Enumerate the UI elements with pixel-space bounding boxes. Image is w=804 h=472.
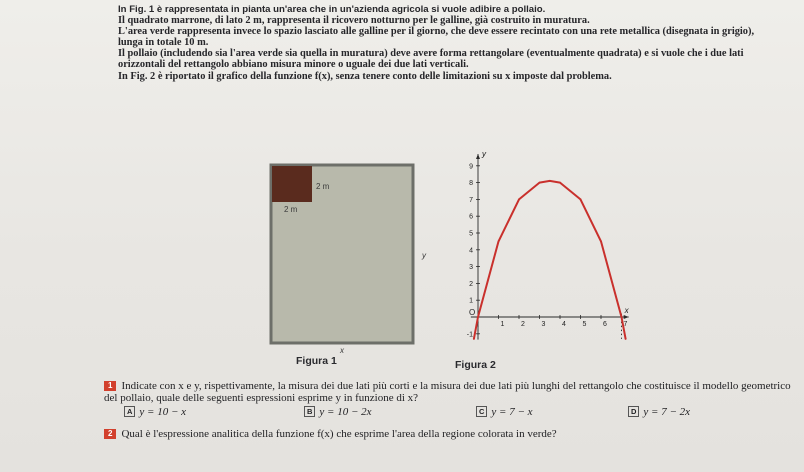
- figure-1-caption: Figura 1: [296, 355, 337, 367]
- y-tick-label: 9: [469, 163, 473, 171]
- intro-paragraph-2: L'area verde rappresenta invece lo spazio lasciato alle galline per il giorno, che deve essere recintato con una rete metallica (disegnata in grigio), lunga in totale 10 m.: [118, 26, 755, 49]
- function-curve: [474, 181, 626, 339]
- curve-point: [539, 182, 541, 184]
- label-x: x: [340, 346, 344, 355]
- curve-point: [498, 241, 500, 243]
- problem-statement: [118, 4, 778, 82]
- y-tick-label: 4: [469, 247, 473, 255]
- masonry-square: [272, 166, 312, 202]
- curve-point: [600, 241, 602, 243]
- x-tick-label: 6: [603, 321, 607, 328]
- figure-2-graph: [452, 140, 630, 362]
- curve-point: [477, 316, 479, 318]
- x-tick-label: 4: [562, 321, 566, 328]
- x-axis-arrow: [624, 315, 629, 319]
- curve-point: [518, 199, 520, 201]
- curve-point: [621, 316, 623, 318]
- question-2-number: 2: [104, 429, 116, 439]
- label-top-2m: 2 m: [316, 182, 330, 191]
- intro-paragraph-4: In Fig. 2 è riportato il grafico della funzione f(x), senza tenere conto delle limitazioni su x imposte dal problema.: [118, 70, 612, 82]
- y-tick-label: 3: [469, 264, 473, 272]
- origin-label: O: [469, 308, 476, 317]
- label-y: y: [422, 251, 426, 260]
- curve-point: [473, 338, 475, 340]
- option-a[interactable]: A y = 10 − x: [124, 406, 186, 418]
- x-axis-label: x: [624, 306, 629, 315]
- y-tick-label: 8: [469, 180, 473, 188]
- y-tick-label: 6: [469, 213, 473, 221]
- option-d[interactable]: D y = 7 − 2x: [628, 406, 690, 418]
- question-1: [104, 380, 794, 404]
- curve-point: [625, 338, 627, 340]
- question-1-number: 1: [104, 381, 116, 391]
- option-b[interactable]: B y = 10 − 2x: [304, 406, 372, 418]
- option-c[interactable]: C y = 7 − x: [476, 406, 533, 418]
- y-tick-label: 7: [469, 196, 473, 204]
- x-tick-label: 5: [582, 321, 587, 328]
- question-1-text: Indicate con x e y, rispettivamente, la misura dei due lati più corti e la misura dei due lati più lunghi del rettangolo che costituisce il modello geometrico del pollaio, quale delle seguenti espressioni esprime y in funzione di x?: [104, 380, 791, 404]
- intro-lead: In Fig. 1 è rappresentata in pianta un'area che in un'azienda agricola si vuole adibire a pollaio.: [118, 4, 546, 15]
- x-tick-label: 7: [623, 321, 628, 328]
- y-tick-label: 2: [469, 280, 473, 288]
- question-2: [104, 428, 794, 440]
- curve-point: [559, 182, 561, 184]
- curve-point: [549, 180, 551, 182]
- y-tick-label: 1: [469, 297, 473, 305]
- intro-paragraph-3: Il pollaio (includendo sia l'area verde sia quella in muratura) deve avere forma rettangolare (eventualmente quadrata) e si vuole che i due lati orizzontali del rettangolo abbiano misura minore o uguale dei due lati verticali.: [118, 48, 744, 71]
- y-axis-arrow: [476, 154, 480, 159]
- questions: [104, 380, 794, 440]
- curve-point: [580, 199, 582, 201]
- question-2-text: Qual è l'espressione analitica della funzione f(x) che esprime l'area della regione colorata in verde?: [121, 428, 557, 440]
- y-tick-label: -1: [466, 331, 473, 339]
- x-tick-label: 2: [521, 321, 525, 328]
- figure-1-diagram: [262, 160, 437, 355]
- question-1-options: [104, 406, 794, 422]
- y-tick-label: 5: [469, 230, 473, 238]
- intro-paragraph-1: Il quadrato marrone, di lato 2 m, rappresenta il ricovero notturno per le galline, già costruito in muratura.: [118, 15, 590, 27]
- y-axis-label: y: [482, 149, 486, 159]
- figure-2-caption: Figura 2: [455, 359, 496, 371]
- x-tick-label: 1: [500, 321, 505, 328]
- x-tick-label: 3: [541, 321, 546, 328]
- label-left-2m: 2 m: [284, 205, 298, 214]
